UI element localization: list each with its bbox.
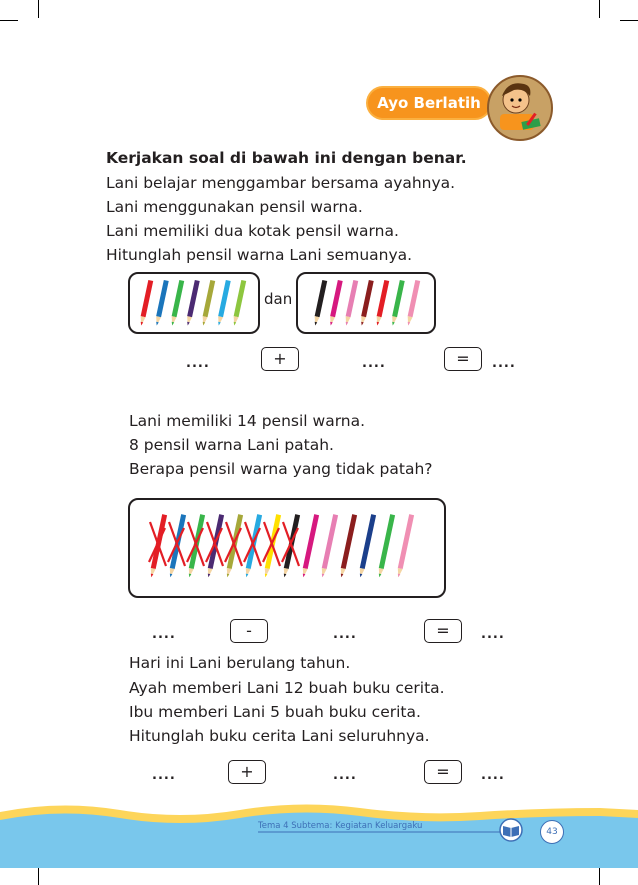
pencil xyxy=(390,280,404,326)
answer-blank[interactable]: .... xyxy=(362,356,386,371)
pencil xyxy=(139,280,153,326)
answer-blank[interactable]: .... xyxy=(333,627,357,642)
problem-line: Hitunglah buku cerita Lani seluruhnya. xyxy=(129,727,430,745)
crop-mark xyxy=(38,0,39,18)
pencil xyxy=(313,280,327,326)
pencil xyxy=(328,280,342,326)
pencil xyxy=(185,280,199,326)
pencil xyxy=(232,280,246,326)
plus-operator: + xyxy=(261,347,299,371)
minus-operator: - xyxy=(230,619,268,643)
crop-mark xyxy=(0,20,18,21)
pencil-group-2 xyxy=(298,274,434,332)
pencil xyxy=(339,514,357,578)
problem-line: Hari ini Lani berulang tahun. xyxy=(129,654,351,672)
pencil xyxy=(358,514,376,578)
problem-line: 8 pensil warna Lani patah. xyxy=(129,436,334,454)
footer-theme-text: Tema 4 Subtema: Kegiatan Keluargaku xyxy=(258,821,423,831)
pencil xyxy=(154,280,168,326)
problem-line: Berapa pensil warna yang tidak patah? xyxy=(129,460,433,478)
pencil-box-2 xyxy=(296,272,436,334)
page-number: 43 xyxy=(540,820,564,844)
answer-blank[interactable]: .... xyxy=(492,356,516,371)
equals-operator: = xyxy=(444,347,482,371)
pencil-box-3 xyxy=(128,498,446,598)
connector-word: dan xyxy=(264,290,293,308)
problem-line: Lani menggunakan pensil warna. xyxy=(106,198,363,216)
crop-mark xyxy=(599,867,600,885)
pencil xyxy=(301,514,319,578)
equals-operator: = xyxy=(424,760,462,784)
problem-line: Lani memiliki 14 pensil warna. xyxy=(129,412,366,430)
crop-mark xyxy=(620,20,638,21)
section-badge: Ayo Berlatih xyxy=(368,88,490,118)
crop-mark xyxy=(38,867,39,885)
pencil xyxy=(170,280,184,326)
problem-line: Lani belajar menggambar bersama ayahnya. xyxy=(106,174,456,192)
pencil-group-1 xyxy=(130,274,258,332)
equals-operator: = xyxy=(424,619,462,643)
pencil xyxy=(375,280,389,326)
problem-line: Hitunglah pensil warna Lani semuanya. xyxy=(106,246,413,264)
pencil xyxy=(320,514,338,578)
problem-line: Ayah memberi Lani 12 buah buku cerita. xyxy=(129,679,445,697)
pencil xyxy=(201,280,215,326)
pencil xyxy=(377,514,395,578)
pencil xyxy=(344,280,358,326)
book-icon xyxy=(497,818,525,842)
problem-line: Lani memiliki dua kotak pensil warna. xyxy=(106,222,399,240)
plus-operator: + xyxy=(228,760,266,784)
student-mascot-icon xyxy=(478,72,562,142)
pencil xyxy=(216,280,230,326)
instruction-text: Kerjakan soal di bawah ini dengan benar. xyxy=(106,149,467,167)
answer-blank[interactable]: .... xyxy=(152,768,176,783)
crop-mark xyxy=(599,0,600,18)
pencil xyxy=(406,280,420,326)
pencil xyxy=(359,280,373,326)
answer-blank[interactable]: .... xyxy=(333,768,357,783)
pencil xyxy=(396,514,414,578)
answer-blank[interactable]: .... xyxy=(481,768,505,783)
pencil-box-1 xyxy=(128,272,260,334)
answer-blank[interactable]: .... xyxy=(481,627,505,642)
problem-line: Ibu memberi Lani 5 buah buku cerita. xyxy=(129,703,421,721)
answer-blank[interactable]: .... xyxy=(152,627,176,642)
pencil-group-3 xyxy=(130,500,444,596)
answer-blank[interactable]: .... xyxy=(186,356,210,371)
